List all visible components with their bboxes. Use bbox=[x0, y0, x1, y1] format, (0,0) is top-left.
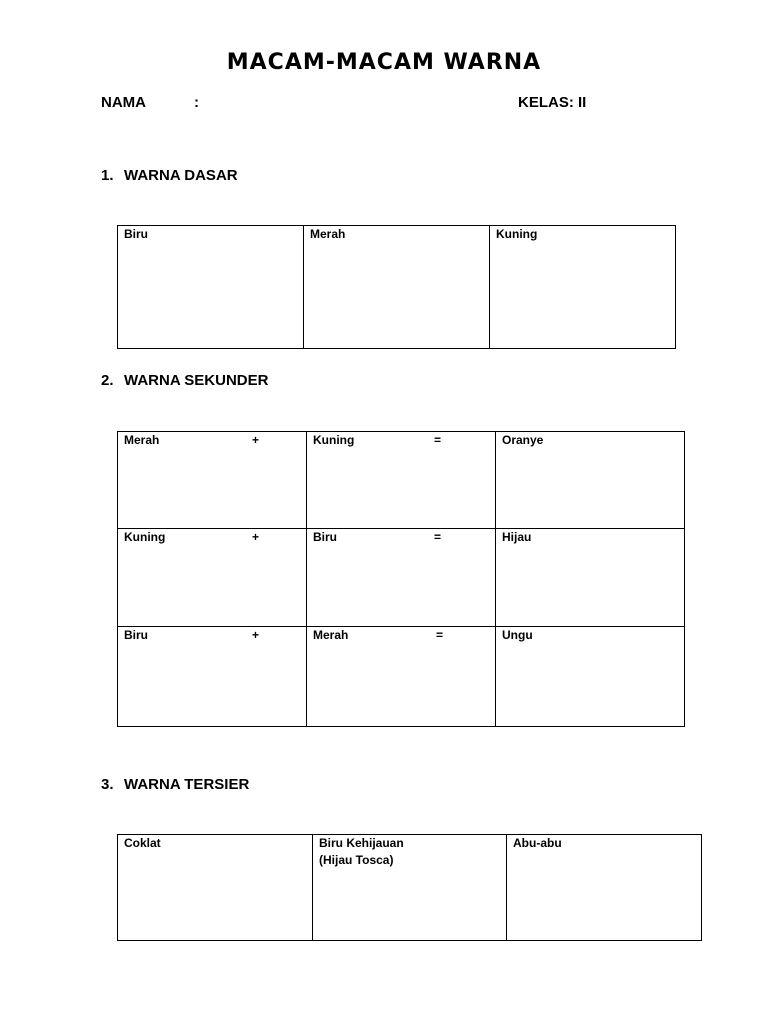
section-number: 2. bbox=[101, 372, 114, 389]
table-cell bbox=[307, 432, 496, 529]
section-title: WARNA SEKUNDER bbox=[124, 372, 269, 389]
section-heading-dasar bbox=[101, 167, 238, 184]
equals-sign: = bbox=[436, 627, 444, 642]
cell-label: Biru bbox=[124, 627, 148, 642]
cell-label: Merah bbox=[124, 433, 160, 447]
cell-label: Abu-abu bbox=[513, 836, 562, 850]
table-cell bbox=[496, 529, 685, 626]
table-cell bbox=[490, 226, 676, 349]
page-title: MACAM-MACAM WARNA bbox=[226, 50, 542, 75]
equals-sign: = bbox=[434, 433, 442, 447]
section-number: 3. bbox=[101, 776, 114, 793]
cell-label: Ungu bbox=[502, 627, 533, 642]
plus-sign: + bbox=[252, 433, 260, 447]
section-number: 1. bbox=[101, 167, 114, 184]
cell-label: Kuning bbox=[496, 227, 538, 241]
cell-label: Merah bbox=[310, 227, 346, 241]
section-title: WARNA TERSIER bbox=[124, 776, 250, 793]
table-warna-sekunder bbox=[117, 431, 685, 727]
nama-colon: : bbox=[194, 94, 199, 111]
table-cell bbox=[307, 626, 496, 726]
table-cell bbox=[118, 529, 307, 626]
plus-sign: + bbox=[252, 530, 260, 545]
cell-label: Biru Kehijauan bbox=[319, 836, 404, 850]
cell-label: Kuning bbox=[124, 530, 166, 545]
cell-label: Merah bbox=[313, 627, 349, 642]
plus-sign: + bbox=[252, 627, 260, 642]
table-cell bbox=[118, 835, 313, 941]
table-cell bbox=[496, 626, 685, 726]
table-cell bbox=[307, 529, 496, 626]
nama-label: NAMA bbox=[101, 94, 146, 111]
section-heading-tersier bbox=[101, 776, 249, 793]
cell-label: Hijau bbox=[502, 530, 532, 545]
section-title: WARNA DASAR bbox=[124, 167, 238, 184]
kelas-label: KELAS: II bbox=[518, 94, 587, 111]
equals-sign: = bbox=[434, 530, 442, 545]
cell-label: Kuning bbox=[313, 433, 355, 447]
cell-sublabel: (Hijau Tosca) bbox=[319, 853, 394, 867]
cell-label: Biru bbox=[124, 227, 148, 241]
section-heading-sekunder bbox=[101, 372, 268, 389]
table-cell bbox=[118, 626, 307, 726]
table-cell bbox=[304, 226, 490, 349]
cell-label: Biru bbox=[313, 530, 337, 545]
cell-label: Coklat bbox=[124, 836, 161, 850]
table-cell bbox=[313, 835, 507, 941]
cell-label: Oranye bbox=[502, 433, 544, 447]
table-cell bbox=[507, 835, 702, 941]
table-warna-tersier bbox=[117, 834, 702, 941]
table-cell bbox=[118, 226, 304, 349]
table-cell bbox=[496, 432, 685, 529]
table-cell bbox=[118, 432, 307, 529]
table-warna-dasar bbox=[117, 225, 676, 349]
